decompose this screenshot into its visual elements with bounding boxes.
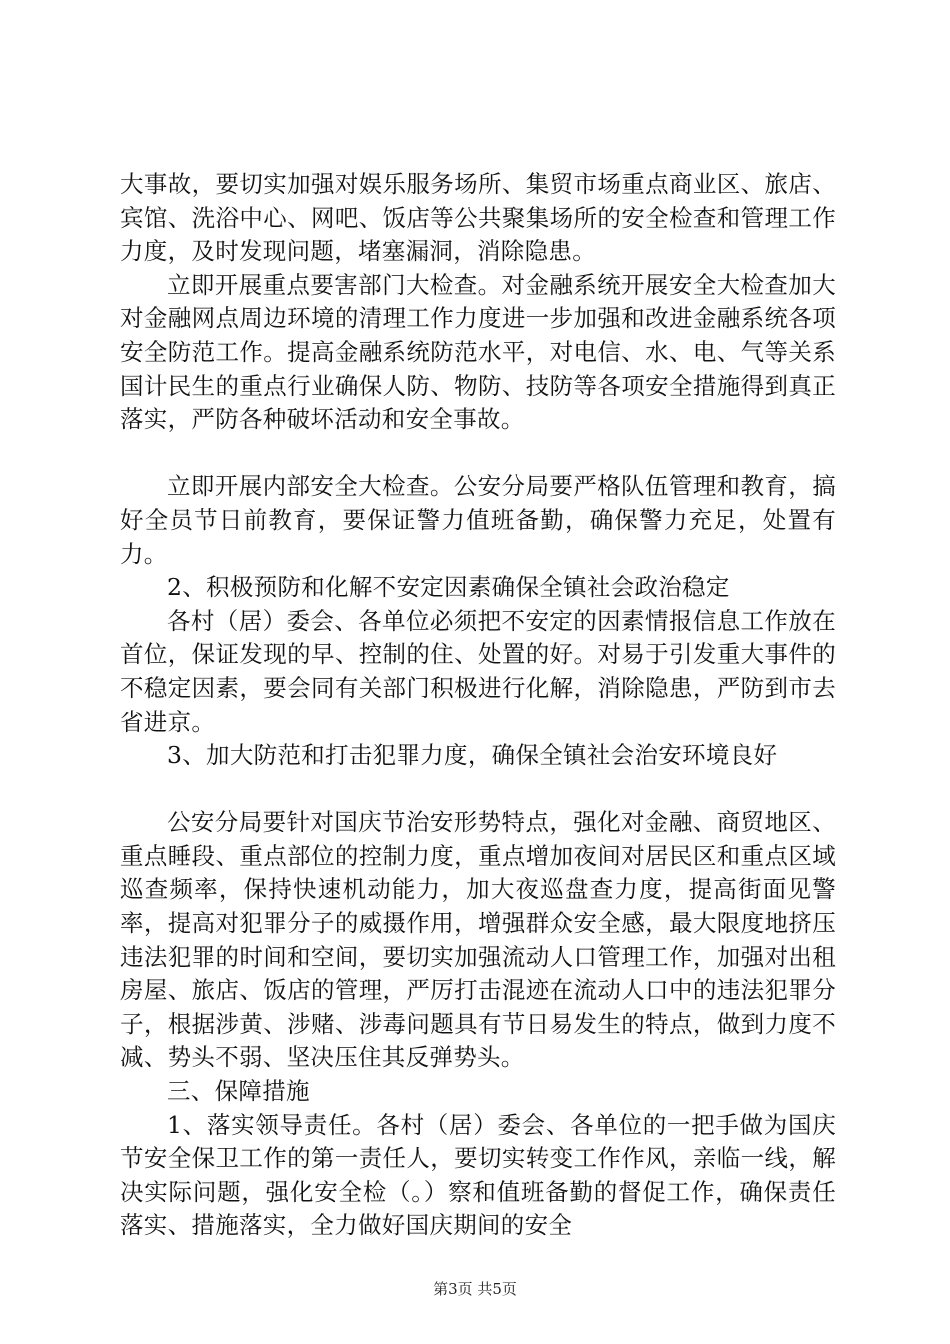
document-body (120, 168, 836, 1243)
section-heading-2: 2、积极预防和化解不安定因素确保全镇社会政治稳定 (167, 573, 730, 602)
paragraph-instability-factors: 各村（居）委会、各单位必须把不安定的因素情报信息工作放在首位，保证发现的早、控制的住、处置的好。对易于引发重大事件的不稳定因素，要会同有关部门积极进行化解，消除隐患，严防到市去省进京。 (120, 606, 836, 736)
paragraph-spacer (120, 437, 836, 471)
paragraph-spacer (120, 773, 836, 807)
section-heading-3: 3、加大防范和打击犯罪力度，确保全镇社会治安环境良好 (167, 741, 778, 770)
paragraph-intro-continuation: 大事故，要切实加强对娱乐服务场所、集贸市场重点商业区、旅店、宾馆、洗浴中心、网吧、饭店等公共聚集场所的安全检查和管理工作力度，及时发现问题，堵塞漏洞，消除隐患。 (120, 170, 836, 266)
paragraph-crime-prevention: 公安分局要针对国庆节治安形势特点，强化对金融、商贸地区、重点睡段、重点部位的控制力度，重点增加夜间对居民区和重点区域巡查频率，保持快速机动能力，加大夜巡盘查力度，提高街面见警率，提高对犯罪分子的威摄作用，增强群众安全感，最大限度地挤压违法犯罪的时间和空间，要切实加强流动人口管理工作，加强对出租房屋、旅店、饭店的管理，严厉打击混迹在流动人口中的违法犯罪分子，根据涉黄、涉赌、涉毒问题具有节日易发生的特点，做到力度不减、势头不弱、坚决压住其反弹势头。 (120, 808, 836, 1072)
paragraph-key-departments: 立即开展重点要害部门大检查。对金融系统开展安全大检查加大对金融网点周边环境的清理工作力度进一步加强和改进金融系统各项安全防范工作。提高金融系统防范水平，对电信、水、电、气等关系国计民生的重点行业确保人防、物防、技防等各项安全措施得到真正落实，严防各种破坏活动和安全事故。 (120, 270, 836, 434)
page-number-footer: 第3页 共5页 (433, 1280, 517, 1298)
paragraph-leadership-responsibility: 1、落实领导责任。各村（居）委会、各单位的一把手做为国庆节安全保卫工作的第一责任人，要切实转变工作作风，亲临一线，解决实际问题，强化安全检（。）察和值班备勤的督促工作，确保责任落实、措施落实，全力做好国庆期间的安全 (120, 1110, 836, 1240)
paragraph-internal-inspection: 立即开展内部安全大检查。公安分局要严格队伍管理和教育，搞好全员节日前教育，要保证警力值班备勤，确保警力充足，处置有力。 (120, 472, 836, 568)
section-heading-safeguards: 三、保障措施 (167, 1077, 310, 1106)
